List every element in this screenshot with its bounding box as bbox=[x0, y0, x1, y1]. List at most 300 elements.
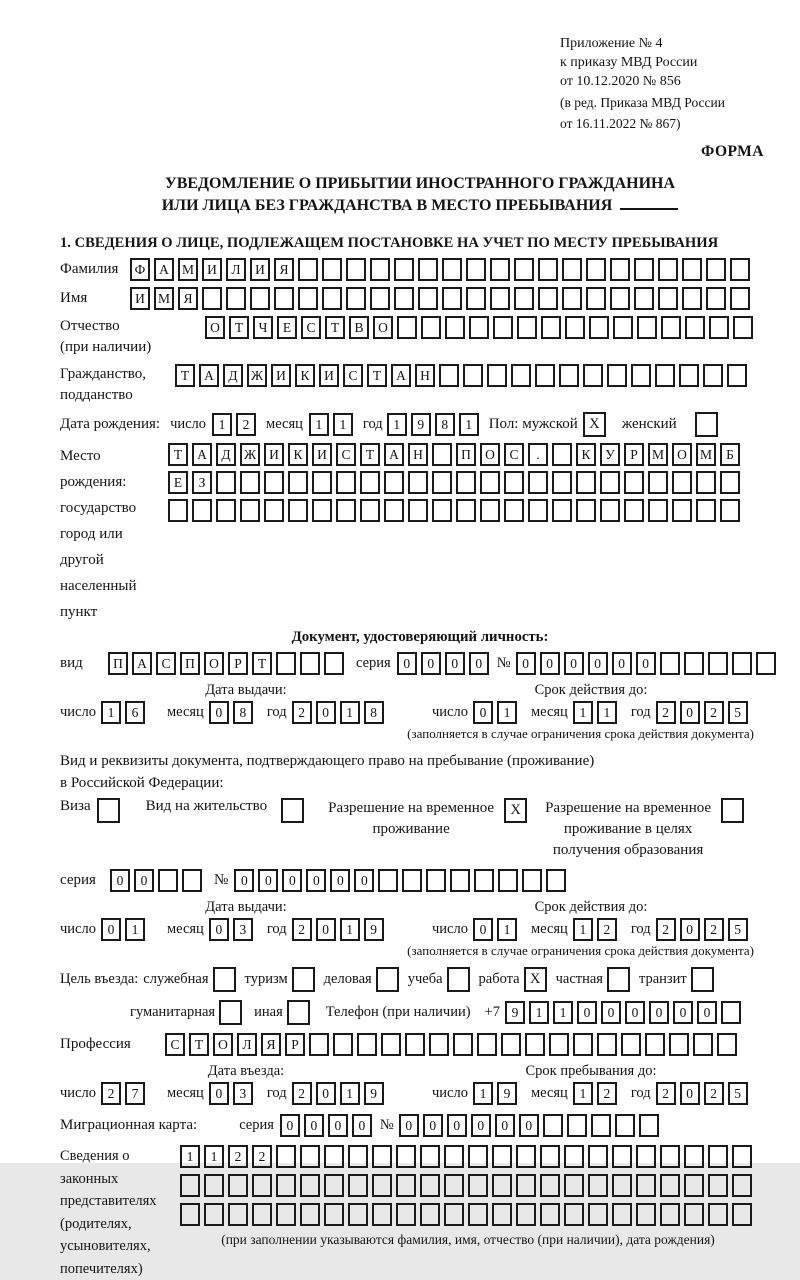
form-cell[interactable] bbox=[477, 1033, 497, 1056]
form-cell[interactable]: 0 bbox=[519, 1114, 539, 1137]
form-cell[interactable] bbox=[637, 316, 657, 339]
form-cell[interactable]: С bbox=[504, 443, 524, 466]
form-cell[interactable] bbox=[250, 287, 270, 310]
form-cell[interactable] bbox=[226, 287, 246, 310]
form-cell[interactable] bbox=[324, 1203, 344, 1226]
form-cell[interactable]: 1 bbox=[387, 413, 407, 436]
form-cell[interactable] bbox=[612, 1174, 632, 1197]
form-cell[interactable]: 0 bbox=[421, 652, 441, 675]
form-cell[interactable] bbox=[732, 1145, 752, 1168]
form-cell[interactable] bbox=[450, 869, 470, 892]
form-cell[interactable]: 2 bbox=[292, 918, 312, 941]
form-cell[interactable]: 1 bbox=[340, 918, 360, 941]
form-cell[interactable] bbox=[372, 1174, 392, 1197]
form-cell[interactable]: И bbox=[202, 258, 222, 281]
form-cell[interactable]: 2 bbox=[228, 1145, 248, 1168]
form-cell[interactable]: 1 bbox=[529, 1001, 549, 1024]
form-cell[interactable] bbox=[586, 287, 606, 310]
form-cell[interactable] bbox=[586, 258, 606, 281]
form-cell[interactable] bbox=[322, 287, 342, 310]
form-cell[interactable] bbox=[511, 364, 531, 387]
form-cell[interactable] bbox=[624, 471, 644, 494]
form-cell[interactable] bbox=[216, 471, 236, 494]
form-cell[interactable] bbox=[264, 471, 284, 494]
form-cell[interactable]: А bbox=[199, 364, 219, 387]
form-cell[interactable] bbox=[709, 316, 729, 339]
form-cell[interactable]: С bbox=[336, 443, 356, 466]
form-cell[interactable]: И bbox=[319, 364, 339, 387]
form-cell[interactable]: А bbox=[384, 443, 404, 466]
form-cell[interactable]: 0 bbox=[134, 869, 154, 892]
form-cell[interactable]: 2 bbox=[704, 918, 724, 941]
form-cell[interactable]: М bbox=[696, 443, 716, 466]
form-cell[interactable] bbox=[610, 258, 630, 281]
form-cell[interactable] bbox=[514, 258, 534, 281]
form-cell[interactable]: 5 bbox=[728, 1082, 748, 1105]
form-cell[interactable] bbox=[612, 1145, 632, 1168]
form-cell[interactable]: 5 bbox=[728, 918, 748, 941]
form-cell[interactable]: 0 bbox=[516, 652, 536, 675]
form-cell[interactable]: 1 bbox=[497, 918, 517, 941]
form-cell[interactable] bbox=[727, 364, 747, 387]
purpose-study-checkbox[interactable] bbox=[447, 967, 470, 992]
form-cell[interactable]: 0 bbox=[330, 869, 350, 892]
form-cell[interactable]: М bbox=[178, 258, 198, 281]
form-cell[interactable]: 1 bbox=[125, 918, 145, 941]
form-cell[interactable]: 0 bbox=[209, 1082, 229, 1105]
form-cell[interactable]: 0 bbox=[495, 1114, 515, 1137]
form-cell[interactable] bbox=[546, 869, 566, 892]
form-cell[interactable]: Д bbox=[216, 443, 236, 466]
form-cell[interactable] bbox=[516, 1203, 536, 1226]
form-cell[interactable]: 0 bbox=[680, 701, 700, 724]
purpose-transit-checkbox[interactable] bbox=[691, 967, 714, 992]
form-cell[interactable]: Я bbox=[261, 1033, 281, 1056]
form-cell[interactable]: 2 bbox=[704, 701, 724, 724]
form-cell[interactable]: 9 bbox=[411, 413, 431, 436]
form-cell[interactable] bbox=[538, 258, 558, 281]
form-cell[interactable]: А bbox=[391, 364, 411, 387]
form-cell[interactable] bbox=[420, 1145, 440, 1168]
form-cell[interactable]: Т bbox=[168, 443, 188, 466]
form-cell[interactable]: 1 bbox=[180, 1145, 200, 1168]
form-cell[interactable] bbox=[324, 652, 344, 675]
form-cell[interactable] bbox=[408, 471, 428, 494]
form-cell[interactable] bbox=[300, 652, 320, 675]
form-cell[interactable]: П bbox=[108, 652, 128, 675]
form-cell[interactable]: П bbox=[180, 652, 200, 675]
form-cell[interactable] bbox=[405, 1033, 425, 1056]
form-cell[interactable] bbox=[336, 471, 356, 494]
form-cell[interactable] bbox=[300, 1145, 320, 1168]
form-cell[interactable]: 0 bbox=[636, 652, 656, 675]
form-cell[interactable] bbox=[730, 258, 750, 281]
form-cell[interactable]: Ф bbox=[130, 258, 150, 281]
form-cell[interactable]: О bbox=[373, 316, 393, 339]
form-cell[interactable]: Р bbox=[228, 652, 248, 675]
form-cell[interactable] bbox=[466, 287, 486, 310]
form-cell[interactable]: Т bbox=[252, 652, 272, 675]
form-cell[interactable]: 0 bbox=[352, 1114, 372, 1137]
form-cell[interactable] bbox=[708, 1145, 728, 1168]
form-cell[interactable]: Я bbox=[178, 287, 198, 310]
form-cell[interactable]: 1 bbox=[497, 701, 517, 724]
form-cell[interactable] bbox=[394, 258, 414, 281]
form-cell[interactable]: 0 bbox=[564, 652, 584, 675]
form-cell[interactable]: Е bbox=[277, 316, 297, 339]
form-cell[interactable] bbox=[418, 287, 438, 310]
form-cell[interactable] bbox=[684, 1203, 704, 1226]
form-cell[interactable]: 1 bbox=[204, 1145, 224, 1168]
form-cell[interactable] bbox=[541, 316, 561, 339]
form-cell[interactable]: 1 bbox=[340, 1082, 360, 1105]
form-cell[interactable] bbox=[468, 1174, 488, 1197]
form-cell[interactable]: 0 bbox=[588, 652, 608, 675]
form-cell[interactable] bbox=[300, 1174, 320, 1197]
form-cell[interactable]: Т bbox=[229, 316, 249, 339]
form-cell[interactable] bbox=[158, 869, 178, 892]
form-cell[interactable]: 6 bbox=[125, 701, 145, 724]
form-cell[interactable]: 0 bbox=[469, 652, 489, 675]
form-cell[interactable] bbox=[658, 258, 678, 281]
form-cell[interactable]: 2 bbox=[704, 1082, 724, 1105]
form-cell[interactable] bbox=[732, 1203, 752, 1226]
form-cell[interactable]: 0 bbox=[316, 1082, 336, 1105]
form-cell[interactable] bbox=[514, 287, 534, 310]
form-cell[interactable] bbox=[276, 1145, 296, 1168]
form-cell[interactable] bbox=[360, 471, 380, 494]
form-cell[interactable] bbox=[522, 869, 542, 892]
form-cell[interactable] bbox=[298, 258, 318, 281]
form-cell[interactable]: 1 bbox=[340, 701, 360, 724]
form-cell[interactable] bbox=[552, 499, 572, 522]
form-cell[interactable] bbox=[562, 287, 582, 310]
form-cell[interactable] bbox=[552, 443, 572, 466]
form-cell[interactable]: Т bbox=[175, 364, 195, 387]
form-cell[interactable] bbox=[432, 471, 452, 494]
form-cell[interactable] bbox=[180, 1174, 200, 1197]
form-cell[interactable]: 2 bbox=[656, 1082, 676, 1105]
form-cell[interactable] bbox=[613, 316, 633, 339]
form-cell[interactable] bbox=[588, 1174, 608, 1197]
form-cell[interactable] bbox=[396, 1203, 416, 1226]
form-cell[interactable] bbox=[535, 364, 555, 387]
form-cell[interactable]: 3 bbox=[233, 918, 253, 941]
form-cell[interactable] bbox=[706, 258, 726, 281]
form-cell[interactable] bbox=[324, 1174, 344, 1197]
form-cell[interactable]: 2 bbox=[101, 1082, 121, 1105]
form-cell[interactable]: 0 bbox=[577, 1001, 597, 1024]
form-cell[interactable]: 0 bbox=[697, 1001, 717, 1024]
form-cell[interactable] bbox=[228, 1174, 248, 1197]
form-cell[interactable] bbox=[576, 499, 596, 522]
form-cell[interactable] bbox=[720, 471, 740, 494]
form-cell[interactable] bbox=[492, 1145, 512, 1168]
form-cell[interactable] bbox=[288, 499, 308, 522]
form-cell[interactable] bbox=[588, 1203, 608, 1226]
form-cell[interactable] bbox=[432, 443, 452, 466]
form-cell[interactable] bbox=[444, 1203, 464, 1226]
form-cell[interactable]: 2 bbox=[656, 918, 676, 941]
form-cell[interactable]: К bbox=[576, 443, 596, 466]
form-cell[interactable] bbox=[426, 869, 446, 892]
form-cell[interactable]: 0 bbox=[282, 869, 302, 892]
form-cell[interactable]: С bbox=[343, 364, 363, 387]
sex-female-checkbox[interactable] bbox=[695, 412, 718, 437]
form-cell[interactable]: 1 bbox=[309, 413, 329, 436]
form-cell[interactable]: О bbox=[213, 1033, 233, 1056]
form-cell[interactable]: 9 bbox=[364, 918, 384, 941]
form-cell[interactable] bbox=[312, 471, 332, 494]
form-cell[interactable]: Н bbox=[408, 443, 428, 466]
form-cell[interactable] bbox=[631, 364, 651, 387]
form-cell[interactable]: Ж bbox=[240, 443, 260, 466]
form-cell[interactable] bbox=[693, 1033, 713, 1056]
form-cell[interactable] bbox=[538, 287, 558, 310]
form-cell[interactable] bbox=[708, 1203, 728, 1226]
form-cell[interactable] bbox=[591, 1114, 611, 1137]
form-cell[interactable] bbox=[540, 1203, 560, 1226]
form-cell[interactable]: И bbox=[271, 364, 291, 387]
form-cell[interactable] bbox=[528, 499, 548, 522]
form-cell[interactable]: А bbox=[154, 258, 174, 281]
form-cell[interactable] bbox=[682, 258, 702, 281]
form-cell[interactable] bbox=[463, 364, 483, 387]
form-cell[interactable]: В bbox=[349, 316, 369, 339]
purpose-tourism-checkbox[interactable] bbox=[292, 967, 315, 992]
form-cell[interactable] bbox=[480, 499, 500, 522]
purpose-business-checkbox[interactable] bbox=[376, 967, 399, 992]
form-cell[interactable]: С bbox=[156, 652, 176, 675]
sex-male-checkbox[interactable]: X bbox=[583, 412, 606, 437]
form-cell[interactable]: 0 bbox=[354, 869, 374, 892]
form-cell[interactable] bbox=[333, 1033, 353, 1056]
form-cell[interactable]: 0 bbox=[234, 869, 254, 892]
form-cell[interactable] bbox=[480, 471, 500, 494]
form-cell[interactable] bbox=[444, 1145, 464, 1168]
purpose-other-checkbox[interactable] bbox=[287, 1000, 310, 1025]
form-cell[interactable] bbox=[180, 1203, 200, 1226]
form-cell[interactable]: 1 bbox=[212, 413, 232, 436]
form-cell[interactable] bbox=[648, 471, 668, 494]
form-cell[interactable] bbox=[685, 316, 705, 339]
form-cell[interactable]: 2 bbox=[292, 1082, 312, 1105]
form-cell[interactable] bbox=[600, 471, 620, 494]
form-cell[interactable]: 0 bbox=[649, 1001, 669, 1024]
form-cell[interactable]: 0 bbox=[471, 1114, 491, 1137]
form-cell[interactable] bbox=[468, 1145, 488, 1168]
form-cell[interactable]: 0 bbox=[473, 701, 493, 724]
form-cell[interactable] bbox=[732, 1174, 752, 1197]
form-cell[interactable]: С bbox=[301, 316, 321, 339]
form-cell[interactable] bbox=[756, 652, 776, 675]
form-cell[interactable]: 0 bbox=[445, 652, 465, 675]
form-cell[interactable] bbox=[276, 1203, 296, 1226]
temp-residence-permit-edu-checkbox[interactable] bbox=[721, 798, 744, 823]
form-cell[interactable] bbox=[324, 1145, 344, 1168]
form-cell[interactable]: С bbox=[165, 1033, 185, 1056]
form-cell[interactable] bbox=[567, 1114, 587, 1137]
residence-permit-checkbox[interactable] bbox=[281, 798, 304, 823]
form-cell[interactable]: Ч bbox=[253, 316, 273, 339]
form-cell[interactable] bbox=[456, 471, 476, 494]
form-cell[interactable] bbox=[348, 1174, 368, 1197]
form-cell[interactable] bbox=[721, 1001, 741, 1024]
form-cell[interactable]: 7 bbox=[125, 1082, 145, 1105]
form-cell[interactable]: 0 bbox=[328, 1114, 348, 1137]
form-cell[interactable]: 9 bbox=[505, 1001, 525, 1024]
form-cell[interactable]: 0 bbox=[209, 701, 229, 724]
form-cell[interactable] bbox=[252, 1174, 272, 1197]
form-cell[interactable] bbox=[621, 1033, 641, 1056]
form-cell[interactable] bbox=[252, 1203, 272, 1226]
form-cell[interactable] bbox=[348, 1145, 368, 1168]
form-cell[interactable] bbox=[615, 1114, 635, 1137]
form-cell[interactable] bbox=[204, 1174, 224, 1197]
form-cell[interactable]: Я bbox=[274, 258, 294, 281]
form-cell[interactable] bbox=[607, 364, 627, 387]
form-cell[interactable] bbox=[378, 869, 398, 892]
form-cell[interactable]: 2 bbox=[597, 1082, 617, 1105]
form-cell[interactable] bbox=[703, 364, 723, 387]
form-cell[interactable] bbox=[288, 471, 308, 494]
form-cell[interactable]: Л bbox=[237, 1033, 257, 1056]
form-cell[interactable]: Т bbox=[325, 316, 345, 339]
form-cell[interactable] bbox=[357, 1033, 377, 1056]
form-cell[interactable] bbox=[583, 364, 603, 387]
form-cell[interactable] bbox=[432, 499, 452, 522]
form-cell[interactable]: 1 bbox=[101, 701, 121, 724]
form-cell[interactable]: К bbox=[295, 364, 315, 387]
form-cell[interactable] bbox=[576, 471, 596, 494]
form-cell[interactable]: М bbox=[154, 287, 174, 310]
form-cell[interactable]: 0 bbox=[680, 1082, 700, 1105]
form-cell[interactable]: 2 bbox=[292, 701, 312, 724]
form-cell[interactable] bbox=[397, 316, 417, 339]
form-cell[interactable] bbox=[517, 316, 537, 339]
form-cell[interactable] bbox=[588, 1145, 608, 1168]
form-cell[interactable]: 2 bbox=[236, 413, 256, 436]
form-cell[interactable]: 0 bbox=[316, 918, 336, 941]
form-cell[interactable]: Р bbox=[624, 443, 644, 466]
form-cell[interactable]: 9 bbox=[364, 1082, 384, 1105]
form-cell[interactable]: Р bbox=[285, 1033, 305, 1056]
form-cell[interactable] bbox=[322, 258, 342, 281]
form-cell[interactable]: 1 bbox=[473, 1082, 493, 1105]
form-cell[interactable] bbox=[564, 1145, 584, 1168]
form-cell[interactable] bbox=[549, 1033, 569, 1056]
form-cell[interactable] bbox=[528, 471, 548, 494]
form-cell[interactable]: 1 bbox=[459, 413, 479, 436]
purpose-humanitarian-checkbox[interactable] bbox=[219, 1000, 242, 1025]
form-cell[interactable]: 0 bbox=[423, 1114, 443, 1137]
form-cell[interactable] bbox=[276, 1174, 296, 1197]
form-cell[interactable]: 2 bbox=[656, 701, 676, 724]
form-cell[interactable] bbox=[240, 499, 260, 522]
form-cell[interactable]: У bbox=[600, 443, 620, 466]
form-cell[interactable] bbox=[370, 287, 390, 310]
form-cell[interactable]: 8 bbox=[364, 701, 384, 724]
form-cell[interactable] bbox=[421, 316, 441, 339]
form-cell[interactable] bbox=[492, 1174, 512, 1197]
form-cell[interactable]: 3 bbox=[233, 1082, 253, 1105]
form-cell[interactable] bbox=[408, 499, 428, 522]
form-cell[interactable]: О bbox=[672, 443, 692, 466]
form-cell[interactable]: 0 bbox=[397, 652, 417, 675]
form-cell[interactable] bbox=[645, 1033, 665, 1056]
form-cell[interactable] bbox=[469, 316, 489, 339]
form-cell[interactable] bbox=[636, 1145, 656, 1168]
form-cell[interactable]: 9 bbox=[497, 1082, 517, 1105]
form-cell[interactable]: 1 bbox=[573, 918, 593, 941]
form-cell[interactable]: П bbox=[456, 443, 476, 466]
form-cell[interactable] bbox=[504, 499, 524, 522]
form-cell[interactable]: О bbox=[205, 316, 225, 339]
form-cell[interactable] bbox=[498, 869, 518, 892]
form-cell[interactable]: 0 bbox=[447, 1114, 467, 1137]
form-cell[interactable] bbox=[564, 1174, 584, 1197]
form-cell[interactable]: 1 bbox=[333, 413, 353, 436]
form-cell[interactable]: Д bbox=[223, 364, 243, 387]
form-cell[interactable]: 2 bbox=[597, 918, 617, 941]
form-cell[interactable]: М bbox=[648, 443, 668, 466]
form-cell[interactable] bbox=[684, 652, 704, 675]
form-cell[interactable] bbox=[559, 364, 579, 387]
temp-residence-permit-checkbox[interactable]: X bbox=[504, 798, 527, 823]
form-cell[interactable] bbox=[402, 869, 422, 892]
form-cell[interactable]: 0 bbox=[625, 1001, 645, 1024]
form-cell[interactable]: 0 bbox=[209, 918, 229, 941]
form-cell[interactable] bbox=[456, 499, 476, 522]
form-cell[interactable]: 0 bbox=[258, 869, 278, 892]
form-cell[interactable]: 8 bbox=[233, 701, 253, 724]
form-cell[interactable]: О bbox=[204, 652, 224, 675]
form-cell[interactable]: Т bbox=[360, 443, 380, 466]
form-cell[interactable] bbox=[445, 316, 465, 339]
form-cell[interactable] bbox=[384, 499, 404, 522]
form-cell[interactable] bbox=[442, 258, 462, 281]
form-cell[interactable]: Б bbox=[720, 443, 740, 466]
form-cell[interactable] bbox=[348, 1203, 368, 1226]
form-cell[interactable] bbox=[418, 258, 438, 281]
form-cell[interactable]: О bbox=[480, 443, 500, 466]
form-cell[interactable] bbox=[597, 1033, 617, 1056]
form-cell[interactable] bbox=[360, 499, 380, 522]
form-cell[interactable] bbox=[202, 287, 222, 310]
form-cell[interactable]: 1 bbox=[597, 701, 617, 724]
form-cell[interactable] bbox=[372, 1145, 392, 1168]
form-cell[interactable] bbox=[684, 1174, 704, 1197]
form-cell[interactable]: 8 bbox=[435, 413, 455, 436]
purpose-official-checkbox[interactable] bbox=[213, 967, 236, 992]
form-cell[interactable] bbox=[720, 499, 740, 522]
form-cell[interactable] bbox=[298, 287, 318, 310]
form-cell[interactable] bbox=[672, 499, 692, 522]
form-cell[interactable] bbox=[540, 1145, 560, 1168]
form-cell[interactable] bbox=[540, 1174, 560, 1197]
form-cell[interactable] bbox=[610, 287, 630, 310]
form-cell[interactable]: 0 bbox=[399, 1114, 419, 1137]
form-cell[interactable] bbox=[300, 1203, 320, 1226]
form-cell[interactable] bbox=[708, 1174, 728, 1197]
form-cell[interactable] bbox=[396, 1145, 416, 1168]
form-cell[interactable] bbox=[648, 499, 668, 522]
form-cell[interactable] bbox=[543, 1114, 563, 1137]
form-cell[interactable] bbox=[696, 471, 716, 494]
purpose-private-checkbox[interactable] bbox=[607, 967, 630, 992]
form-cell[interactable]: И bbox=[312, 443, 332, 466]
visa-checkbox[interactable] bbox=[97, 798, 120, 823]
